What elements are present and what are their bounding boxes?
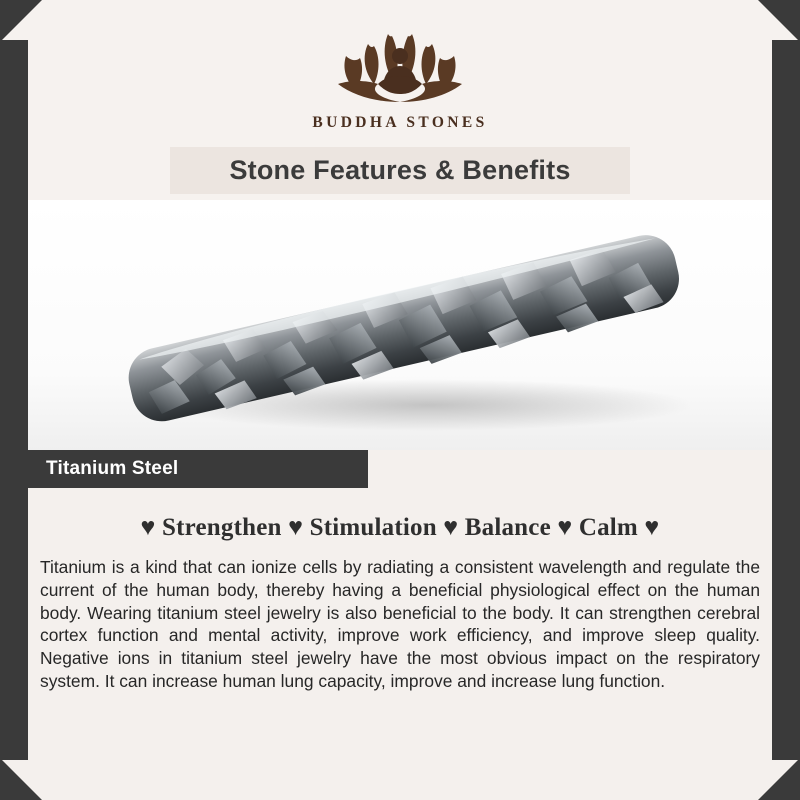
corner-top-right	[758, 0, 800, 42]
description-text: Titanium is a kind that can ionize cells by radiating a consistent wavelength and regulate the current of the human body, thereby having a beneficial physiological effect on the human body. Wearing titanium steel jewelry is also beneficial to the body. It can strengthen cerebral cortex function and mental activity, improve work efficiency, and improve sleep quality. Negative ions in titanium steel jewelry have the most obvious impact on the respiratory system. It can increase human lung capacity, improve and increase lung function.	[40, 557, 760, 691]
lotus-meditation-icon	[316, 26, 484, 110]
left-frame-bar	[0, 40, 28, 760]
image-caption-badge	[28, 450, 368, 488]
page-title	[170, 147, 630, 194]
titanium-steel-crystal-rod-photo	[28, 200, 772, 450]
image-caption-text: Titanium Steel	[46, 458, 179, 479]
brand-name: BUDDHA STONES	[312, 114, 488, 131]
page-title-text: Stone Features & Benefits	[229, 155, 571, 185]
content-area	[28, 488, 772, 760]
corner-bottom-right	[758, 758, 800, 800]
header-band	[0, 0, 800, 200]
corner-top-left	[0, 0, 42, 42]
hero-image	[28, 200, 772, 450]
benefits-line: ♥ Strengthen ♥ Stimulation ♥ Balance ♥ Calm ♥	[140, 514, 660, 541]
brand-logo	[0, 26, 800, 132]
corner-bottom-left	[0, 758, 42, 800]
right-frame-bar	[772, 40, 800, 760]
